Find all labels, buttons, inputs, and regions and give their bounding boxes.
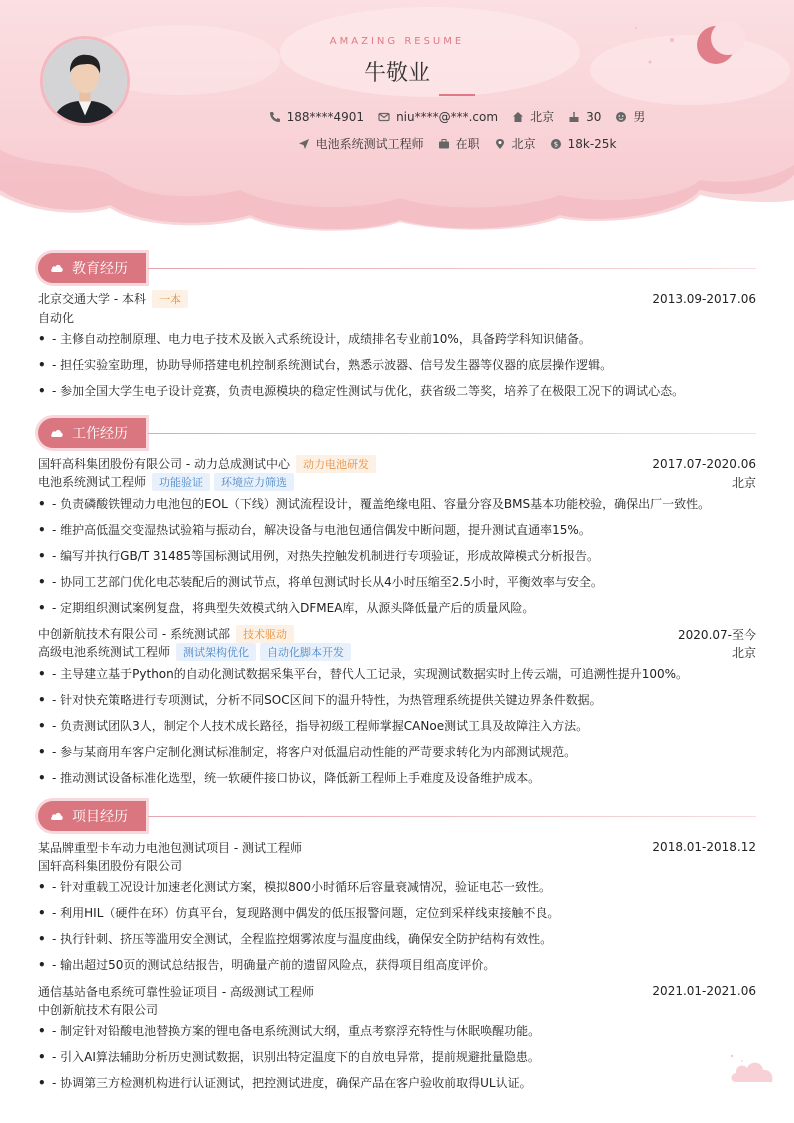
entry-date: 2018.01-2018.12 [652, 840, 756, 854]
location-icon [494, 138, 506, 150]
project-entry [38, 982, 756, 1096]
list-item: • - 主修自动控制原理、电力电子技术及嵌入式系统设计，成绩排名专业前10%，具备跨学科知识储备。 [38, 332, 591, 346]
entry-date: 2017.07-2020.06 [652, 457, 756, 471]
school-tag: 一本 [152, 290, 188, 308]
list-item: • - 负责测试团队3人，制定个人技术成长路径，指导初级工程师掌握CANoe测试工具及故障注入方法。 [38, 719, 589, 733]
target-position-text: 电池系统测试工程师 [315, 137, 424, 151]
name-underline [439, 94, 475, 96]
resume-subtitle: AMAZING RESUME [329, 36, 465, 47]
section-title: 教育经历 [72, 261, 128, 277]
job-intent-row [0, 135, 794, 152]
list-item: • - 主导建立基于Python的自动化测试数据采集平台，替代人工记录，实现测试数据实时上传云端，可追溯性提升100%。 [38, 667, 689, 681]
contact-row [0, 108, 794, 125]
list-item: • - 编写并执行GB/T 31485等国标测试用例，对热失控触发机制进行专项验证，形成故障模式分析报告。 [38, 549, 600, 563]
major: 自动化 [38, 310, 75, 325]
send-icon [298, 138, 310, 150]
phone-text: 188****4901 [286, 109, 365, 124]
city-item [512, 108, 554, 125]
cake-icon [568, 111, 580, 123]
salary-text: 18k-25k [567, 136, 617, 151]
company-name: 国轩高科集团股份有限公司 - 动力总成测试中心 [38, 457, 290, 471]
bullet-list [38, 874, 756, 978]
entry-date: 2021.01-2021.06 [652, 984, 756, 998]
education-entry [38, 290, 756, 404]
email-item [378, 108, 498, 125]
section-title-pill [38, 801, 146, 831]
entry-subheader [38, 856, 756, 874]
project-entry [38, 838, 756, 978]
work-entry [38, 455, 756, 621]
list-item: • - 利用HIL（硬件在环）仿真平台，复现路测中偶发的低压报警问题，定位到采样线束接触不良。 [38, 906, 560, 920]
list-item: • - 针对快充策略进行专项测试，分析不同SOC区间下的温升特性，为热管理系统提供关键边界条件数据。 [38, 693, 602, 707]
project-name: 通信基站备电系统可靠性验证项目 - 高级测试工程师 [38, 984, 314, 999]
list-item: • - 协同工艺部门优化电芯装配后的测试节点，将单包测试时长从4小时压缩至2.5小时，平衡效率与安全。 [38, 575, 603, 589]
gender-item [615, 108, 645, 125]
role-tag: 自动化脚本开发 [260, 643, 351, 661]
age-text: 30 [586, 109, 602, 124]
entry-date: 2020.07-至今 [678, 627, 756, 642]
work-city: 北京 [731, 475, 756, 490]
projects-section [38, 801, 756, 1100]
entry-subheader [38, 643, 756, 661]
list-item: • - 制定针对铅酸电池替换方案的锂电备电系统测试大纲，重点考察浮充特性与休眠唤醒功能。 [38, 1024, 541, 1038]
cloud-icon [50, 263, 64, 273]
section-divider [148, 433, 756, 434]
list-item: • - 执行针刺、挤压等滥用安全测试，全程监控烟雾浓度与温度曲线，确保安全防护结构有效性。 [38, 932, 553, 946]
company-tag: 技术驱动 [236, 625, 294, 643]
work-entry [38, 625, 756, 791]
face-icon [615, 111, 627, 123]
list-item: • - 维护高低温交变湿热试验箱与振动台，解决设备与电池包通信偶发中断问题，提升测试直通率15%。 [38, 523, 591, 537]
money-icon [550, 138, 562, 150]
entry-header [38, 982, 756, 1000]
entry-subheader [38, 1000, 756, 1018]
list-item: • - 输出超过50页的测试总结报告，明确量产前的遗留风险点，获得项目组高度评价。 [38, 958, 496, 972]
bullet-list [38, 491, 756, 621]
mail-icon [378, 111, 390, 123]
section-title: 项目经历 [72, 809, 128, 825]
target-city-text: 北京 [511, 137, 536, 151]
project-org: 中创新航技术有限公司 [38, 1002, 159, 1017]
candidate-name: 牛敬业 [363, 61, 430, 86]
section-title-pill [38, 253, 146, 283]
project-name: 某品牌重型卡车动力电池包测试项目 - 测试工程师 [38, 840, 302, 855]
role-name: 电池系统测试工程师 [38, 475, 147, 489]
section-divider [148, 816, 756, 817]
entry-date: 2013.09-2017.06 [652, 292, 756, 306]
list-item: • - 推动测试设备标准化选型，统一软硬件接口协议，降低新工程师上手难度及设备维护成本。 [38, 771, 541, 785]
gender-text: 男 [633, 110, 646, 124]
salary-item [550, 135, 617, 152]
work-section [38, 418, 756, 795]
role-tag: 环境应力筛选 [214, 473, 294, 491]
section-divider [148, 268, 756, 269]
age-item [568, 108, 601, 125]
education-section [38, 253, 756, 408]
role-tag: 功能验证 [152, 473, 210, 491]
briefcase-icon [438, 138, 450, 150]
list-item: • - 参加全国大学生电子设计竞赛，负责电源模块的稳定性测试与优化，获省级二等奖，培养了在极限工况下的调试心态。 [38, 384, 685, 398]
entry-header [38, 290, 756, 308]
status-item [438, 135, 480, 152]
work-city: 北京 [731, 645, 756, 660]
section-title: 工作经历 [72, 426, 128, 442]
list-item: • - 参与某商用车客户定制化测试标准制定，将客户对低温启动性能的严苛要求转化为内部测试规范。 [38, 745, 577, 759]
list-item: • - 负责磷酸铁锂动力电池包的EOL（下线）测试流程设计，覆盖绝缘电阻、容量分容及BMS基本功能校验，确保出厂一致性。 [38, 497, 711, 511]
section-header [38, 253, 756, 285]
role-name: 高级电池系统测试工程师 [38, 645, 171, 659]
entry-header [38, 838, 756, 856]
target-city-item [494, 135, 536, 152]
entry-header [38, 455, 756, 473]
list-item: • - 定期组织测试案例复盘，将典型失效模式纳入DFMEA库，从源头降低量产后的质量风险。 [38, 601, 535, 615]
entry-header [38, 625, 756, 643]
bullet-list [38, 661, 756, 791]
cloud-icon [50, 811, 64, 821]
email-text: niu****@***.com [396, 109, 499, 124]
status-text: 在职 [455, 137, 480, 151]
home-icon [512, 111, 524, 123]
role-tag: 测试架构优化 [176, 643, 256, 661]
section-title-pill [38, 418, 146, 448]
city-text: 北京 [530, 110, 555, 124]
company-tag: 动力电池研发 [296, 455, 376, 473]
bullet-list [38, 326, 756, 404]
section-header [38, 418, 756, 450]
list-item: • - 担任实验室助理，协助导师搭建电机控制系统测试台，熟悉示波器、信号发生器等仪器的底层操作逻辑。 [38, 358, 613, 372]
phone-icon [269, 111, 281, 123]
school-name: 北京交通大学 - 本科 [38, 292, 146, 306]
footer-cloud-icon [728, 1054, 784, 1086]
target-position-item [298, 135, 424, 152]
phone-item [269, 108, 364, 125]
svg-text:$: $ [553, 140, 558, 149]
company-name: 中创新航技术有限公司 - 系统测试部 [38, 627, 230, 641]
bullet-list [38, 1018, 756, 1096]
entry-subheader [38, 473, 756, 491]
list-item: • - 引入AI算法辅助分析历史测试数据，识别出特定温度下的自放电异常，提前规避批量隐患。 [38, 1050, 540, 1064]
list-item: • - 协调第三方检测机构进行认证测试，把控测试进度，确保产品在客户验收前取得UL认证。 [38, 1076, 532, 1090]
section-header [38, 801, 756, 833]
cloud-icon [50, 428, 64, 438]
list-item: • - 针对重载工况设计加速老化测试方案，模拟800小时循环后容量衰减情况，验证电芯一致性。 [38, 880, 552, 894]
entry-subheader [38, 308, 756, 326]
project-org: 国轩高科集团股份有限公司 [38, 858, 183, 873]
